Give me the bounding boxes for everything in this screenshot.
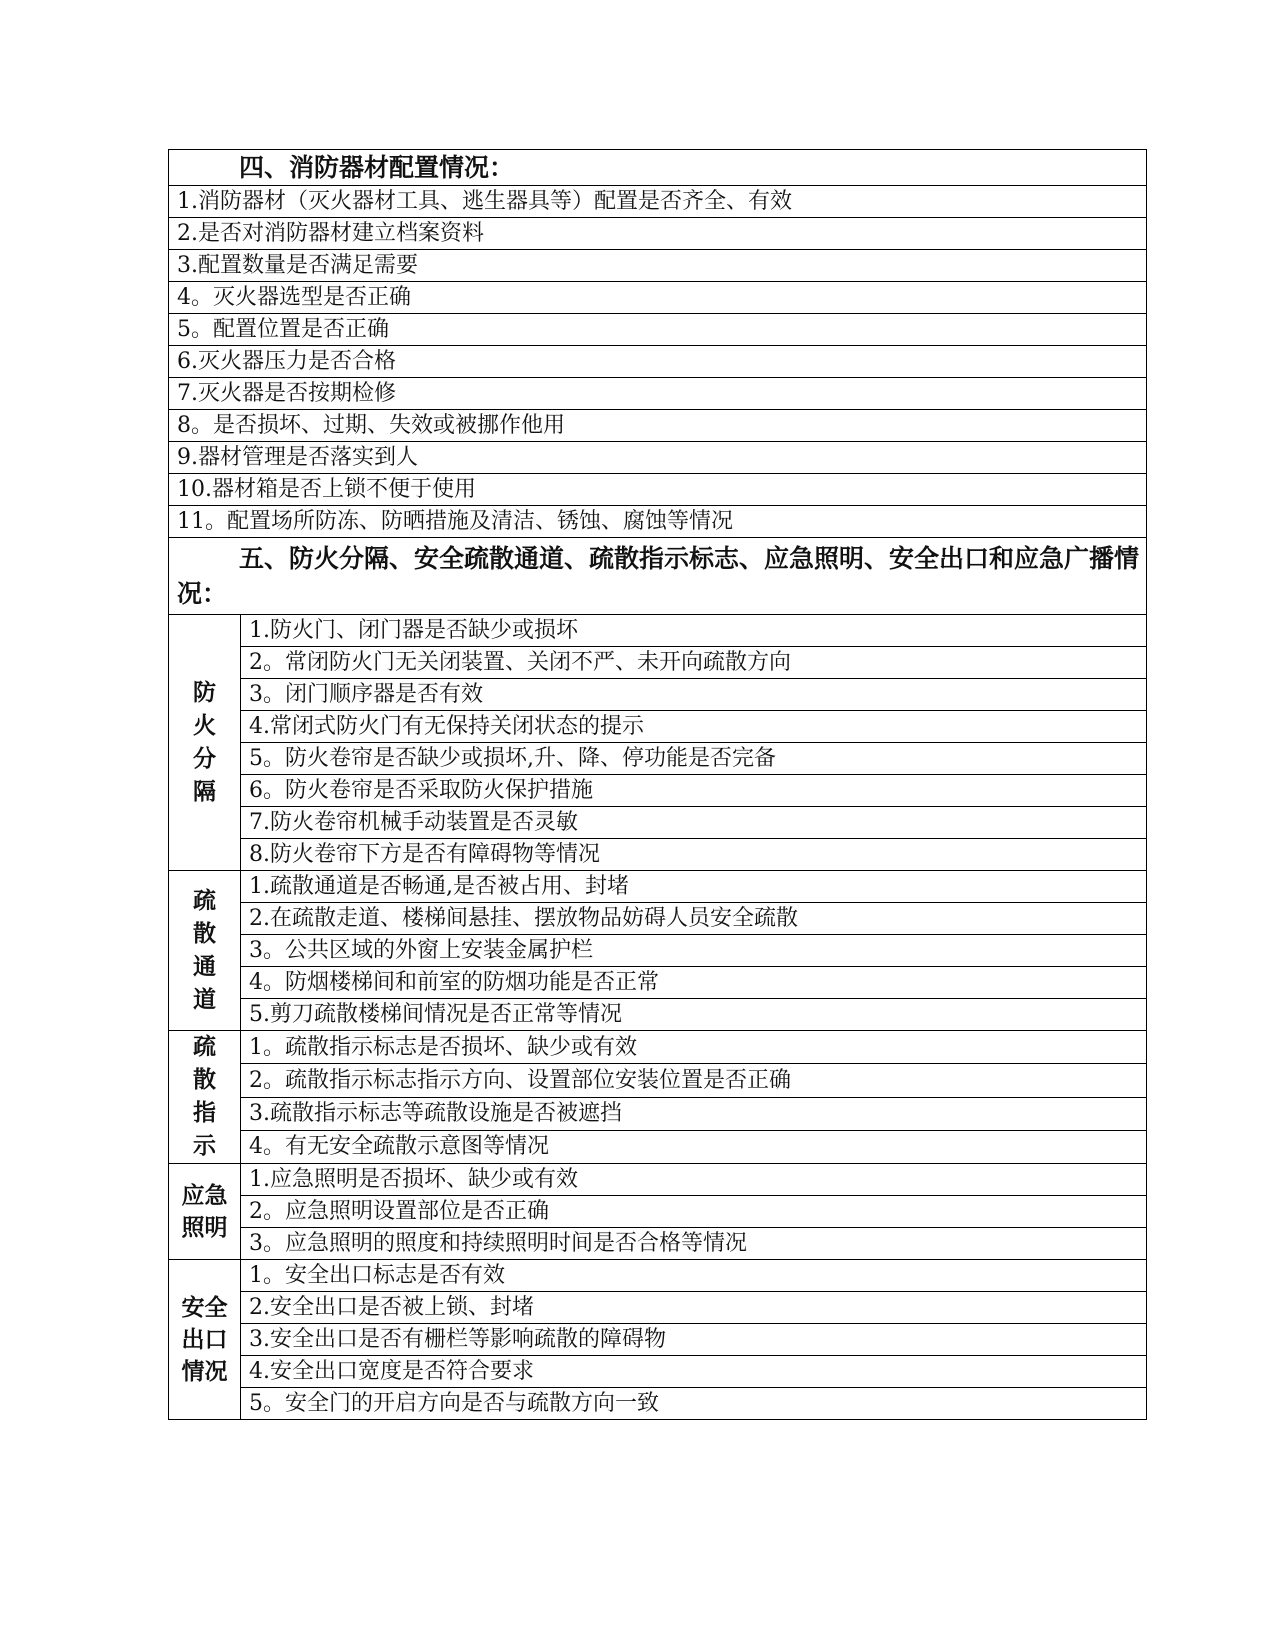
table-row	[169, 935, 1147, 967]
category-evacuation-signs	[169, 1031, 241, 1164]
table-row	[169, 999, 1147, 1031]
table-row	[169, 647, 1147, 679]
table-row	[169, 967, 1147, 999]
checklist-item: 4。灭火器选型是否正确	[169, 282, 1147, 314]
table-row	[169, 615, 1147, 647]
table-row	[169, 711, 1147, 743]
table-row	[169, 1292, 1147, 1324]
checklist-item: 2。疏散指示标志指示方向、设置部位安装位置是否正确	[241, 1064, 1147, 1097]
checklist-item: 2。应急照明设置部位是否正确	[241, 1196, 1147, 1228]
table-row	[169, 903, 1147, 935]
table-row	[169, 346, 1147, 378]
checklist-item: 8.防火卷帘下方是否有障碍物等情况	[241, 839, 1147, 871]
table-row	[169, 474, 1147, 506]
checklist-item: 3。闭门顺序器是否有效	[241, 679, 1147, 711]
checklist-item: 1。疏散指示标志是否损坏、缺少或有效	[241, 1031, 1147, 1064]
table-row	[169, 1356, 1147, 1388]
table-row	[169, 186, 1147, 218]
checklist-item: 4。防烟楼梯间和前室的防烟功能是否正常	[241, 967, 1147, 999]
checklist-item: 5.剪刀疏散楼梯间情况是否正常等情况	[241, 999, 1147, 1031]
category-label: 疏散通道	[193, 887, 216, 1013]
section-heading-row	[169, 150, 1147, 186]
section-5-heading: 五、防火分隔、安全疏散通道、疏散指示标志、应急照明、安全出口和应急广播情况：	[169, 538, 1147, 615]
table-row	[169, 410, 1147, 442]
checklist-item: 1。安全出口标志是否有效	[241, 1260, 1147, 1292]
checklist-item: 8。是否损坏、过期、失效或被挪作他用	[169, 410, 1147, 442]
category-label: 防火分隔	[193, 679, 216, 805]
checklist-item: 9.器材管理是否落实到人	[169, 442, 1147, 474]
table-row	[169, 1228, 1147, 1260]
checklist-item: 5。防火卷帘是否缺少或损坏,升、降、停功能是否完备	[241, 743, 1147, 775]
table-row	[169, 1324, 1147, 1356]
category-safety-exits	[169, 1260, 241, 1420]
section-4-heading: 四、消防器材配置情况：	[169, 150, 1147, 186]
checklist-item: 11。配置场所防冻、防晒措施及清洁、锈蚀、腐蚀等情况	[169, 506, 1147, 538]
checklist-item: 3。应急照明的照度和持续照明时间是否合格等情况	[241, 1228, 1147, 1260]
table-row	[169, 1388, 1147, 1420]
category-fire-separation	[169, 615, 241, 871]
checklist-item: 1.防火门、闭门器是否缺少或损坏	[241, 615, 1147, 647]
table-row	[169, 1130, 1147, 1163]
checklist-item: 7.防火卷帘机械手动装置是否灵敏	[241, 807, 1147, 839]
checklist-item: 7.灭火器是否按期检修	[169, 378, 1147, 410]
table-row	[169, 1064, 1147, 1097]
table-row	[169, 506, 1147, 538]
section-heading-row	[169, 538, 1147, 615]
table-row	[169, 1260, 1147, 1292]
checklist-item: 4.安全出口宽度是否符合要求	[241, 1356, 1147, 1388]
table-row	[169, 839, 1147, 871]
table-row	[169, 282, 1147, 314]
checklist-item: 2.在疏散走道、楼梯间悬挂、摆放物品妨碍人员安全疏散	[241, 903, 1147, 935]
checklist-item: 1.疏散通道是否畅通,是否被占用、封堵	[241, 871, 1147, 903]
table-row	[169, 250, 1147, 282]
table-row	[169, 378, 1147, 410]
checklist-item: 6。防火卷帘是否采取防火保护措施	[241, 775, 1147, 807]
checklist-item: 6.灭火器压力是否合格	[169, 346, 1147, 378]
category-evacuation-route	[169, 871, 241, 1031]
table-row	[169, 679, 1147, 711]
table-row	[169, 775, 1147, 807]
checklist-item: 10.器材箱是否上锁不便于使用	[169, 474, 1147, 506]
table-row	[169, 1031, 1147, 1064]
checklist-item: 1.消防器材（灭火器材工具、逃生器具等）配置是否齐全、有效	[169, 186, 1147, 218]
table-row	[169, 1196, 1147, 1228]
inspection-checklist-table	[168, 149, 1147, 1420]
category-label: 疏散指示	[193, 1034, 216, 1159]
checklist-item: 2。常闭防火门无关闭装置、关闭不严、未开向疏散方向	[241, 647, 1147, 679]
table-row	[169, 807, 1147, 839]
checklist-item: 4.常闭式防火门有无保持关闭状态的提示	[241, 711, 1147, 743]
checklist-item: 3。公共区域的外窗上安装金属护栏	[241, 935, 1147, 967]
checklist-item: 3.配置数量是否满足需要	[169, 250, 1147, 282]
checklist-item: 2.是否对消防器材建立档案资料	[169, 218, 1147, 250]
category-emergency-lighting	[169, 1164, 241, 1260]
table-row	[169, 218, 1147, 250]
table-row	[169, 1164, 1147, 1196]
checklist-item: 5。安全门的开启方向是否与疏散方向一致	[241, 1388, 1147, 1420]
table-row	[169, 871, 1147, 903]
checklist-item: 2.安全出口是否被上锁、封堵	[241, 1292, 1147, 1324]
category-label: 安全出口情况	[181, 1294, 228, 1385]
checklist-item: 3.安全出口是否有栅栏等影响疏散的障碍物	[241, 1324, 1147, 1356]
table-row	[169, 314, 1147, 346]
checklist-item: 3.疏散指示标志等疏散设施是否被遮挡	[241, 1097, 1147, 1130]
checklist-item: 5。配置位置是否正确	[169, 314, 1147, 346]
category-label: 应急照明	[181, 1182, 228, 1241]
checklist-item: 1.应急照明是否损坏、缺少或有效	[241, 1164, 1147, 1196]
checklist-item: 4。有无安全疏散示意图等情况	[241, 1130, 1147, 1163]
table-row	[169, 442, 1147, 474]
table-row	[169, 1097, 1147, 1130]
table-row	[169, 743, 1147, 775]
